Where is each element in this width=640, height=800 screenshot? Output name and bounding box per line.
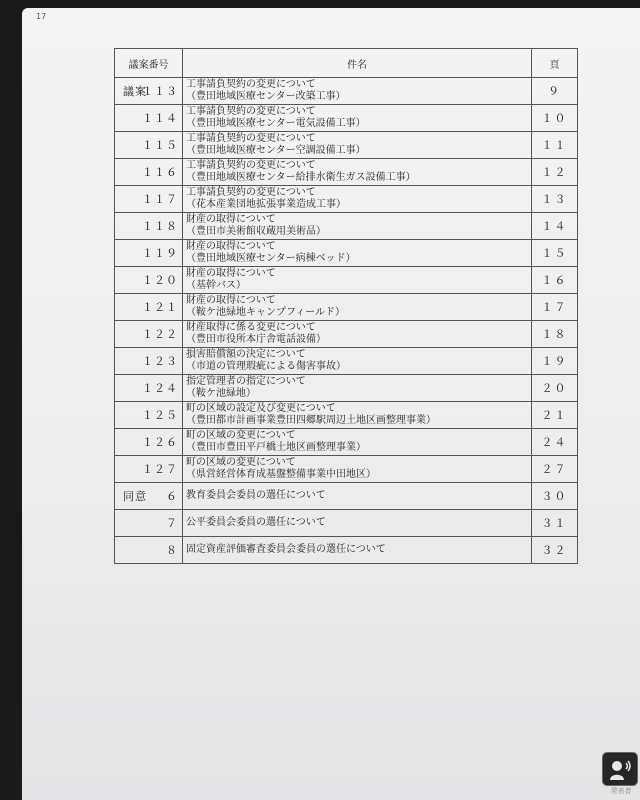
agenda-title-line: （県営経営体育成基盤整備事業中田地区） xyxy=(186,469,376,480)
agenda-title-cell xyxy=(183,294,532,321)
agenda-page-cell: ９ xyxy=(532,78,578,105)
table-row xyxy=(115,348,578,375)
agenda-title-cell xyxy=(183,186,532,213)
agenda-number: １１９ xyxy=(142,247,178,260)
agenda-title-cell xyxy=(183,537,532,564)
agenda-title-cell xyxy=(183,510,532,537)
agenda-table xyxy=(114,48,578,564)
agenda-number: ７ xyxy=(166,517,178,530)
header-title: 件名 xyxy=(183,49,532,78)
agenda-number: ８ xyxy=(166,544,178,557)
agenda-title-line: （豊田地域医療センター病棟ベッド） xyxy=(186,253,356,264)
agenda-page-cell: １５ xyxy=(532,240,578,267)
agenda-number-cell xyxy=(115,159,183,186)
agenda-number-cell xyxy=(115,429,183,456)
table-row xyxy=(115,105,578,132)
agenda-title-cell xyxy=(183,348,532,375)
agenda-title-cell xyxy=(183,159,532,186)
agenda-number: １２１ xyxy=(142,301,178,314)
agenda-number-cell xyxy=(115,483,183,510)
agenda-title-cell xyxy=(183,483,532,510)
agenda-title-cell xyxy=(183,402,532,429)
table-row xyxy=(115,186,578,213)
agenda-title-line: 町の区域の設定及び変更について xyxy=(186,403,336,414)
agenda-title-cell xyxy=(183,213,532,240)
agenda-page-cell: ２７ xyxy=(532,456,578,483)
agenda-title-line: 教育委員会委員の選任について xyxy=(186,490,326,501)
agenda-number: １２２ xyxy=(142,328,178,341)
document-page xyxy=(114,48,578,564)
agenda-number: １１７ xyxy=(142,193,178,206)
agenda-title-line: 固定資産評価審査委員会委員の選任について xyxy=(186,544,386,555)
agenda-title-line: （豊田地域医療センター空調設備工事） xyxy=(186,145,366,156)
agenda-title-line: 工事請負契約の変更について xyxy=(186,133,316,144)
agenda-title-line: （市道の管理瑕疵による傷害事故） xyxy=(186,361,346,372)
agenda-title-line: （豊田市美術館収蔵用美術品） xyxy=(186,226,326,237)
agenda-title-cell xyxy=(183,105,532,132)
agenda-title-line: 財産の取得について xyxy=(186,214,276,225)
agenda-page-cell: ３１ xyxy=(532,510,578,537)
agenda-title-line: （豊田市豊田平戸橋土地区画整理事業） xyxy=(186,442,366,453)
agenda-title-line: （豊田地域医療センター給排水衛生ガス設備工事） xyxy=(186,172,416,183)
agenda-page-cell: ２１ xyxy=(532,402,578,429)
agenda-title-cell xyxy=(183,375,532,402)
agenda-number: １２６ xyxy=(142,436,178,449)
agenda-number-cell xyxy=(115,510,183,537)
table-row xyxy=(115,429,578,456)
agenda-title-line: （豊田地域医療センター改築工事） xyxy=(186,91,346,102)
agenda-title-line: 町の区域の変更について xyxy=(186,430,296,441)
agenda-number-cell xyxy=(115,294,183,321)
agenda-title-line: 財産取得に係る変更について xyxy=(186,322,316,333)
agenda-number: １１６ xyxy=(142,166,178,179)
status-time: 17 xyxy=(36,12,47,21)
table-row xyxy=(115,78,578,105)
agenda-number: １１５ xyxy=(142,139,178,152)
corner-label: 発表者 xyxy=(610,787,632,795)
agenda-title-line: （豊田地域医療センター電気設備工事） xyxy=(186,118,366,129)
agenda-title-cell xyxy=(183,321,532,348)
agenda-page-cell: １３ xyxy=(532,186,578,213)
agenda-page-cell: １２ xyxy=(532,159,578,186)
agenda-page-cell: １７ xyxy=(532,294,578,321)
table-row xyxy=(115,402,578,429)
agenda-title-line: 財産の取得について xyxy=(186,241,276,252)
table-row xyxy=(115,294,578,321)
agenda-title-line: （豊田市役所本庁舎電話設備） xyxy=(186,334,326,345)
agenda-page-cell: ３０ xyxy=(532,483,578,510)
agenda-number-cell xyxy=(115,375,183,402)
agenda-title-line: 指定管理者の指定について xyxy=(186,376,306,387)
agenda-number: １２０ xyxy=(142,274,178,287)
agenda-title-line: 損害賠償額の決定について xyxy=(186,349,306,360)
agenda-page-cell: １１ xyxy=(532,132,578,159)
agenda-title-cell xyxy=(183,240,532,267)
agenda-title-line: 公平委員会委員の選任について xyxy=(186,517,326,528)
agenda-number: １２５ xyxy=(142,409,178,422)
agenda-body xyxy=(115,78,578,564)
agenda-number: １１８ xyxy=(142,220,178,233)
agenda-title-line: 財産の取得について xyxy=(186,295,276,306)
agenda-title-line: 町の区域の変更について xyxy=(186,457,296,468)
table-row xyxy=(115,321,578,348)
agenda-title-line: 工事請負契約の変更について xyxy=(186,160,316,171)
agenda-number-cell xyxy=(115,348,183,375)
header-page: 頁 xyxy=(532,49,578,78)
speak-screen-icon[interactable] xyxy=(602,752,638,786)
agenda-title-line: 財産の取得について xyxy=(186,268,276,279)
agenda-page-cell: １６ xyxy=(532,267,578,294)
agenda-number-cell xyxy=(115,537,183,564)
agenda-number-cell xyxy=(115,105,183,132)
agenda-prefix: 同意 xyxy=(123,490,147,503)
agenda-title-cell xyxy=(183,456,532,483)
table-row xyxy=(115,375,578,402)
agenda-title-line: （豊田都市計画事業豊田四郷駅周辺土地区画整理事業） xyxy=(186,415,436,426)
table-row xyxy=(115,159,578,186)
agenda-number-cell xyxy=(115,213,183,240)
table-row xyxy=(115,456,578,483)
agenda-page-cell: １９ xyxy=(532,348,578,375)
agenda-title-cell xyxy=(183,429,532,456)
table-row xyxy=(115,510,578,537)
agenda-title-line: （基幹バス） xyxy=(186,280,246,291)
agenda-number-cell xyxy=(115,402,183,429)
agenda-page-cell: ２４ xyxy=(532,429,578,456)
agenda-title-line: 工事請負契約の変更について xyxy=(186,187,316,198)
agenda-number-cell xyxy=(115,456,183,483)
agenda-page-cell: ３２ xyxy=(532,537,578,564)
agenda-number-cell xyxy=(115,321,183,348)
agenda-title-cell xyxy=(183,78,532,105)
agenda-number: １２４ xyxy=(142,382,178,395)
agenda-title-line: 工事請負契約の変更について xyxy=(186,79,316,90)
agenda-title-cell xyxy=(183,267,532,294)
table-header-row xyxy=(115,49,578,78)
agenda-number-cell xyxy=(115,186,183,213)
agenda-page-cell: ２０ xyxy=(532,375,578,402)
agenda-page-cell: １０ xyxy=(532,105,578,132)
agenda-prefix: 議案 xyxy=(123,85,147,98)
agenda-number: １１４ xyxy=(142,112,178,125)
header-number: 議案番号 xyxy=(115,49,183,78)
agenda-title-cell xyxy=(183,132,532,159)
table-row xyxy=(115,483,578,510)
table-row xyxy=(115,537,578,564)
table-row xyxy=(115,132,578,159)
agenda-title-line: （花本産業団地拡張事業造成工事） xyxy=(186,199,346,210)
agenda-number: １１３ xyxy=(142,85,178,98)
table-row xyxy=(115,240,578,267)
agenda-title-line: （鞍ケ池緑地） xyxy=(186,388,256,399)
table-row xyxy=(115,267,578,294)
agenda-number: １２３ xyxy=(142,355,178,368)
agenda-title-line: 工事請負契約の変更について xyxy=(186,106,316,117)
table-row xyxy=(115,213,578,240)
agenda-page-cell: １４ xyxy=(532,213,578,240)
agenda-page-cell: １８ xyxy=(532,321,578,348)
agenda-number-cell xyxy=(115,78,183,105)
agenda-number: ６ xyxy=(166,490,178,503)
agenda-number-cell xyxy=(115,132,183,159)
agenda-number-cell xyxy=(115,240,183,267)
agenda-number-cell xyxy=(115,267,183,294)
agenda-title-line: （鞍ケ池緑地キャンプフィールド） xyxy=(186,307,345,318)
agenda-number: １２７ xyxy=(142,463,178,476)
